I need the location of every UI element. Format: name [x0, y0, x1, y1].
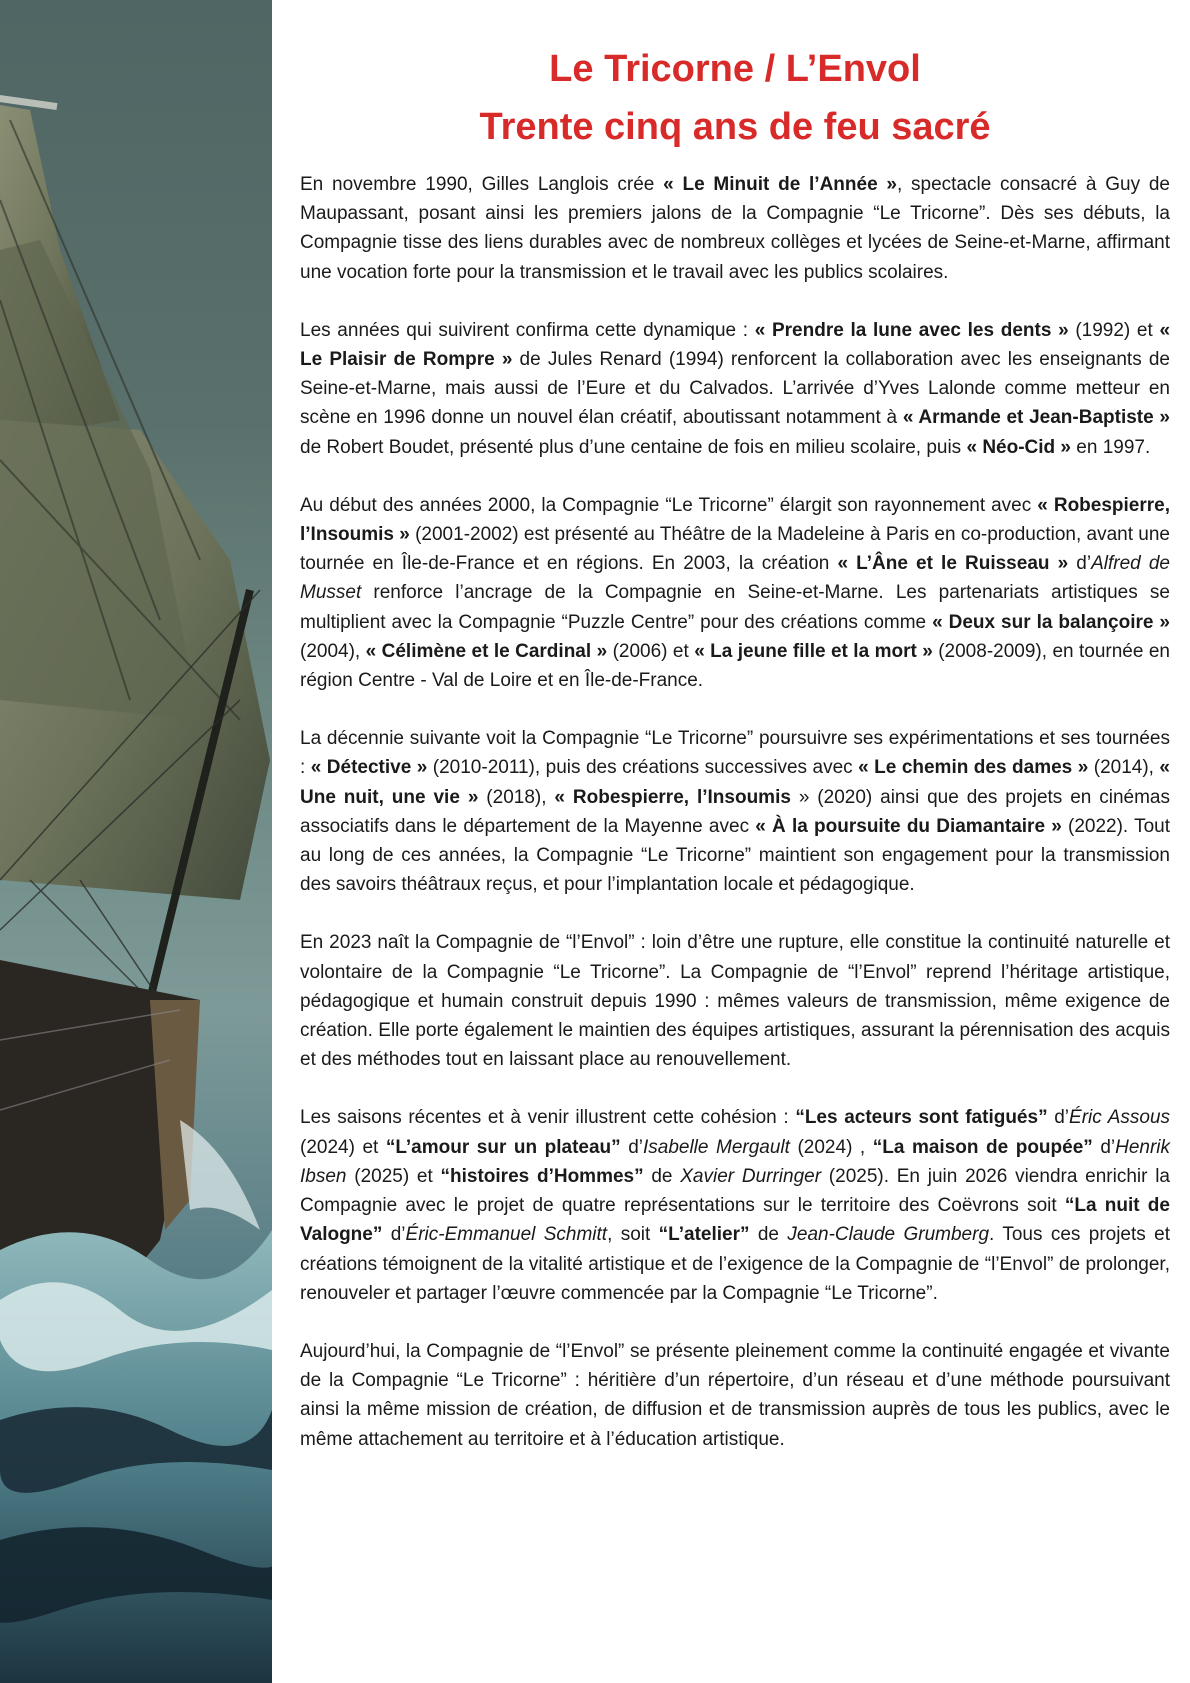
play-title: « Célimène et le Cardinal » — [365, 640, 608, 662]
text-run: (2025). En juin 2026 viendra enrichir la Compagnie avec le projet de quatre représentations sur le territoire des Coëvrons soit — [300, 1165, 1170, 1217]
text-run: La décennie suivante voit la Compagnie “Le Tricorne” poursuivre ses expérimentations et ses tournées : — [300, 728, 1170, 779]
text-run: » (2020) ainsi que des projets en cinémas associatifs dans le département de la Mayenne avec — [300, 786, 1170, 837]
ship-painting-icon — [0, 0, 272, 1683]
text-run: (2004), — [300, 640, 366, 662]
text-run: d’ — [382, 1224, 406, 1246]
text-run: (2018), — [478, 786, 555, 808]
paragraph-4 — [300, 724, 1170, 899]
author-name: Alfred de Musset — [300, 553, 1170, 604]
play-title: « Détective » — [310, 757, 428, 779]
text-run: (1992) et — [1068, 319, 1160, 341]
text-run: Les années qui suivirent confirma cette dynamique : — [300, 319, 755, 341]
play-title: « La jeune fille et la mort » — [694, 640, 933, 662]
text-run: (2022). Tout au long de ces années, la Compagnie “Le Tricorne” maintient son engagement pour la transmission des savoirs théâtraux reçus, et pour l’implantation locale et pédagogique. — [300, 815, 1170, 896]
play-title: « À la poursuite du Diamantaire » — [755, 815, 1062, 837]
ship-illustration — [0, 0, 272, 1683]
text-run: , spectacle consacré à Guy de Maupassant, posant ainsi les premiers jalons de la Compagnie “Le Tricorne”. Dès ses débuts, la Compagnie tisse des liens durables avec de nombreux collèges et lycées de Seine-et-Marne, affirmant une vocation forte pour la transmission et le travail avec les publics scolaires. — [300, 174, 1170, 283]
text-run: en 1997. — [1071, 436, 1151, 458]
play-title: “histoires d’Hommes” — [440, 1165, 644, 1187]
text-run: (2006) et — [607, 640, 695, 662]
text-run: de — [749, 1224, 788, 1246]
text-run: (2010-2011), puis des créations successives avec — [427, 757, 859, 779]
play-title: « Armande et Jean-Baptiste » — [902, 407, 1170, 429]
paragraph-6 — [300, 1103, 1170, 1307]
text-run: Au début des années 2000, la Compagnie “Le Tricorne” élargit son rayonnement avec — [300, 494, 1038, 516]
play-title: “Les acteurs sont fatigués” — [795, 1107, 1048, 1129]
article — [300, 40, 1170, 1483]
play-title: “L’atelier” — [658, 1224, 750, 1246]
play-title: « Le chemin des dames » — [858, 757, 1089, 779]
text-run: (2001-2002) est présenté au Théâtre de la Madeleine à Paris en co-production, avant une tournée en Île-de-France et en régions. En 2003, la création — [300, 524, 1170, 575]
play-title: “L’amour sur un plateau” — [385, 1136, 621, 1158]
text-run: de Jules Renard (1994) renforcent la collaboration avec les enseignants de Seine-et-Marne, mais aussi de l’Eure et du Calvados. L’arrivée d’Yves Lalonde comme metteur en scène en 1996 donne un nouvel élan créatif, aboutissant notamment à — [300, 349, 1170, 429]
paragraph-5 — [300, 928, 1170, 1074]
play-title: « Le Minuit de l’Année » — [663, 174, 897, 195]
text-run: En 2023 naît la Compagnie de “l’Envol” : loin d’être une rupture, elle constitue la continuité naturelle et volontaire de la Compagnie “Le Tricorne”. La Compagnie de “l’Envol” reprend l’héritage artistique, pédagogique et humain construit depuis 1990 : mêmes valeurs de transmission, même exigence de création. Elle porte également le maintien des équipes artistiques, assurant la pérennisation des acquis et des méthodes tout en laissant place au renouvellement. — [300, 932, 1170, 1071]
text-run: Les saisons récentes et à venir illustrent cette cohésion : — [300, 1107, 796, 1129]
paragraph-3 — [300, 491, 1170, 695]
play-title: « Prendre la lune avec les dents » — [754, 319, 1069, 341]
text-run: (2014), — [1088, 757, 1160, 779]
paragraph-7 — [300, 1337, 1170, 1454]
play-title: « Deux sur la balançoire » — [932, 611, 1170, 633]
play-title: “La nuit de Valogne” — [300, 1195, 1170, 1246]
play-title: « Robespierre, l’Insoumis — [554, 786, 791, 808]
play-title: « L’Âne et le Ruisseau » — [837, 553, 1069, 575]
play-title: “La maison de poupée” — [872, 1136, 1093, 1158]
title-line-2: Trente cinq ans de feu sacré — [479, 106, 991, 148]
text-run: d’ — [620, 1136, 643, 1158]
author-name: Éric Assous — [1069, 1107, 1171, 1129]
paragraph-2 — [300, 316, 1170, 462]
text-run: (2024) , — [789, 1136, 873, 1158]
author-name: Éric-Emmanuel Schmitt — [405, 1224, 608, 1246]
author-name: Jean-Claude Grumberg — [787, 1224, 990, 1246]
author-name: Henrik Ibsen — [300, 1136, 1171, 1187]
title-line-1: Le Tricorne / L’Envol — [549, 48, 921, 90]
text-run: renforce l’ancrage de la Compagnie en Seine-et-Marne. Les partenariats artistiques se multiplient avec la Compagnie “Puzzle Centre” pour des créations comme — [300, 582, 1170, 633]
play-title: « Une nuit, une vie » — [300, 757, 1170, 808]
text-run: En novembre 1990, Gilles Langlois crée — [300, 174, 664, 195]
play-title: « Robespierre, l’Insoumis » — [300, 494, 1170, 546]
text-run: . Tous ces projets et créations témoignent de la vitalité artistique et de l’exigence de la Compagnie de “l’Envol” de prolonger, renouveler et partager l’œuvre commencée par la Compagnie “Le Tricorne”. — [300, 1224, 1170, 1304]
text-run: d’ — [1047, 1107, 1070, 1129]
text-run: , soit — [607, 1224, 659, 1246]
text-run: (2008-2009), en tournée en région Centre - Val de Loire et en Île-de-France. — [300, 640, 1171, 692]
text-run: de Robert Boudet, présenté plus d’une centaine de fois en milieu scolaire, puis — [300, 436, 967, 458]
text-run: d’ — [1068, 553, 1092, 575]
text-run: (2024) et — [300, 1136, 386, 1158]
text-run: Aujourd’hui, la Compagnie de “l’Envol” se présente pleinement comme la continuité engagée et vivante de la Compagnie “Le Tricorne” : héritière d’un répertoire, d’un réseau et d’une méthode poursuivant ainsi la même mission de création, de diffusion et de transmission auprès de tous les publics, avec le même attachement au territoire et à l’éducation artistique. — [300, 1340, 1170, 1450]
author-name: Isabelle Mergault — [642, 1136, 790, 1158]
text-run: (2025) et — [346, 1165, 441, 1187]
play-title: « Néo-Cid » — [966, 436, 1071, 458]
paragraph-1 — [300, 170, 1170, 287]
text-run: d’ — [1092, 1136, 1116, 1158]
article-body — [300, 170, 1170, 1454]
play-title: « Le Plaisir de Rompre » — [300, 319, 1171, 371]
page-title — [300, 40, 1170, 156]
text-run: de — [643, 1165, 681, 1187]
author-name: Xavier Durringer — [680, 1165, 822, 1187]
